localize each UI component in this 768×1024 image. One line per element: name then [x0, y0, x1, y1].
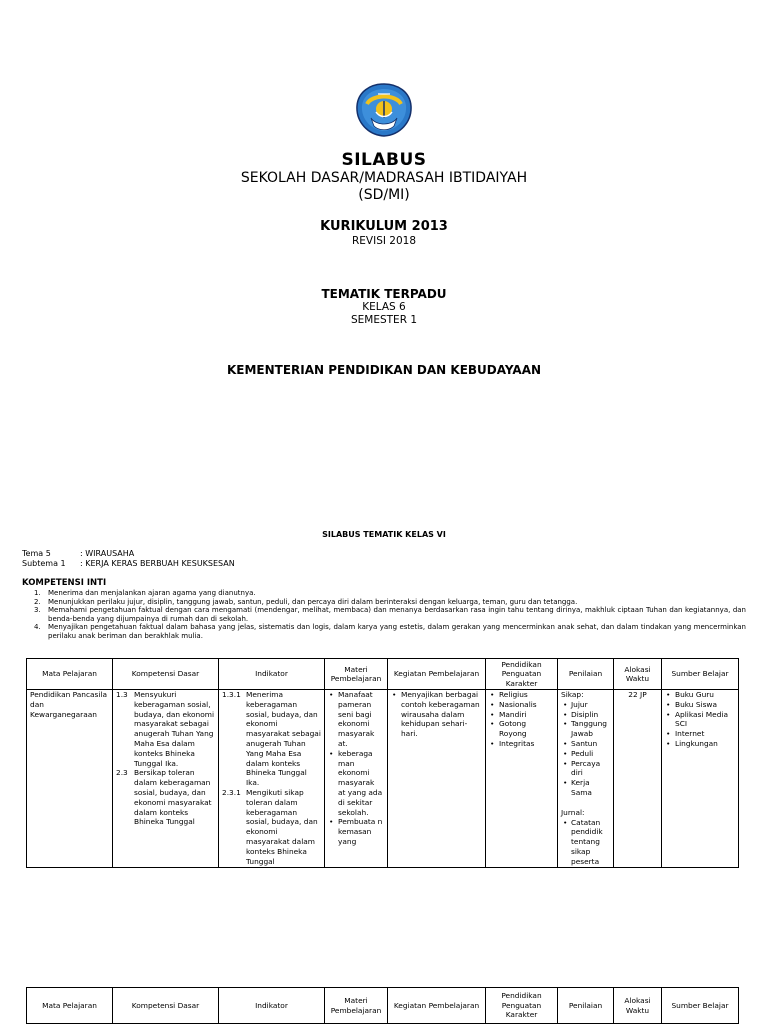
indikator-cell: 1.3.1 Menerima keberagaman sosial, budaya, dan ekonomi masyarakat sebagai anugerah Tuhan Yang Maha Esa dalam konteks Bhineka Tunggal Ika. 2.3.1 Mengikuti sikap toleran dalam keberagaman sosial, budaya, dan ekonomi masyarakat dalam konteks Bhineka Tunggal	[219, 690, 325, 868]
kompetensi-inti-list	[22, 589, 746, 641]
subtema-row	[22, 559, 235, 568]
subject-cell: Pendidikan Pancasila dan Kewarganegaraan	[27, 690, 113, 868]
ki-item: 4. Menyajikan pengetahuan faktual dalam bahasa yang jelas, sistematis dan logis, dalam karya yang estetis, dalam gerakan yang mencerminkan anak sehat, dan dalam tindakan yang mencerminkan perilaku anak beriman dan berakhlak mulia.	[34, 623, 746, 640]
header-cell: Indikator	[219, 659, 325, 690]
header-cell: Mata Pelajaran	[27, 659, 113, 690]
header-cell: Kegiatan Pembelajaran	[388, 988, 486, 1024]
subtema-value: : KERJA KERAS BERBUAH KESUKSESAN	[80, 559, 235, 568]
header-cell: Pendidikan Penguatan Karakter	[486, 988, 558, 1024]
table-row	[27, 690, 739, 868]
syllabus-table	[26, 658, 739, 868]
ki-item: 1. Menerima dan menjalankan ajaran agama yang dianutnya.	[34, 589, 256, 597]
penilaian-cell: Sikap: • Jujur • Disiplin • Tanggung Jawab • Santun • Peduli • Percaya diri • Kerja Sama Jurnal: • Catatan pendidik tentang sikap peserta	[558, 690, 614, 868]
document-title: SILABUS	[341, 150, 427, 170]
table-header-row	[27, 659, 739, 690]
ki-item: 2. Menunjukkan perilaku jujur, disiplin, tanggung jawab, santun, peduli, dan percaya diri dalam berinteraksi dengan keluarga, teman, guru dan tetangga.	[34, 597, 578, 606]
header-cell: Indikator	[219, 988, 325, 1024]
table-header-row	[27, 988, 739, 1024]
header-cell: Alokasi Waktu	[614, 988, 662, 1024]
kd-cell: 1.3 Mensyukuri keberagaman sosial, budaya, dan ekonomi masyarakat sebagai anugerah Tuhan Yang Maha Esa dalam konteks Bhineka Tunggal Ika. 2.3 Bersikap toleran dalam keberagaman sosial, budaya, dan ekonomi masyarakat dalam konteks Bhineka Tunggal	[113, 690, 219, 868]
semester-label: SEMESTER 1	[350, 314, 418, 326]
header-cell: Sumber Belajar	[662, 988, 739, 1024]
alokasi-cell: 22 JP	[614, 690, 662, 868]
kegiatan-cell: • Menyajikan berbagai contoh keberagaman wirausaha dalam kehidupan sehari-hari.	[388, 690, 486, 868]
header-cell: Materi Pembelajaran	[325, 988, 388, 1024]
tema-row	[22, 549, 134, 558]
curriculum-title: KURIKULUM 2013	[320, 219, 448, 234]
tut-wuri-handayani-logo-icon	[354, 82, 414, 138]
header-cell: Kompetensi Dasar	[113, 988, 219, 1024]
header-cell: Penilaian	[558, 659, 614, 690]
sumber-cell: • Buku Guru • Buku Siswa • Aplikasi Media SCI • Internet • Lingkungan	[662, 690, 739, 868]
header-cell: Mata Pelajaran	[27, 988, 113, 1024]
subject-title: TEMATIK TERPADU	[321, 287, 447, 301]
karakter-cell: • Religius • Nasionalis • Mandiri • Gotong Royong • Integritas	[486, 690, 558, 868]
syllabus-heading: SILABUS TEMATIK KELAS VI	[322, 530, 446, 539]
school-level: SEKOLAH DASAR/MADRASAH IBTIDAIYAH	[240, 170, 528, 186]
header-cell: Penilaian	[558, 988, 614, 1024]
header-cell: Kompetensi Dasar	[113, 659, 219, 690]
grade-label: KELAS 6	[362, 301, 406, 313]
header-cell: Materi Pembelajaran	[325, 659, 388, 690]
materi-cell: • Manafaat pameran seni bagi ekonomi masyarak at. • keberaga man ekonomi masyarak at yang ada di sekitar sekolah. • Pembuata n kemasan yang	[325, 690, 388, 868]
tema-label: Tema 5	[22, 549, 51, 558]
header-cell: Alokasi Waktu	[614, 659, 662, 690]
ministry-name: KEMENTERIAN PENDIDIKAN DAN KEBUDAYAAN	[226, 363, 542, 377]
school-level-abbr: (SD/MI)	[358, 187, 410, 203]
subtema-label: Subtema 1	[22, 559, 66, 568]
syllabus-table-continued	[26, 987, 739, 1024]
ki-item: 3. Memahami pengetahuan faktual dengan cara mengamati (mendengar, melihat, membaca) dan menanya berdasarkan rasa ingin tahu tentang dirinya, makhluk ciptaan Tuhan dan kegiatannya, dan benda-benda yang dijumpainya di rumah dan di sekolah.	[34, 606, 746, 623]
header-cell: Pendidikan Penguatan Karakter	[486, 659, 558, 690]
curriculum-revision: REVISI 2018	[351, 235, 417, 247]
kompetensi-inti-title: KOMPETENSI INTI	[22, 578, 107, 588]
header-cell: Sumber Belajar	[662, 659, 739, 690]
header-cell: Kegiatan Pembelajaran	[388, 659, 486, 690]
tema-value: : WIRAUSAHA	[80, 549, 135, 558]
